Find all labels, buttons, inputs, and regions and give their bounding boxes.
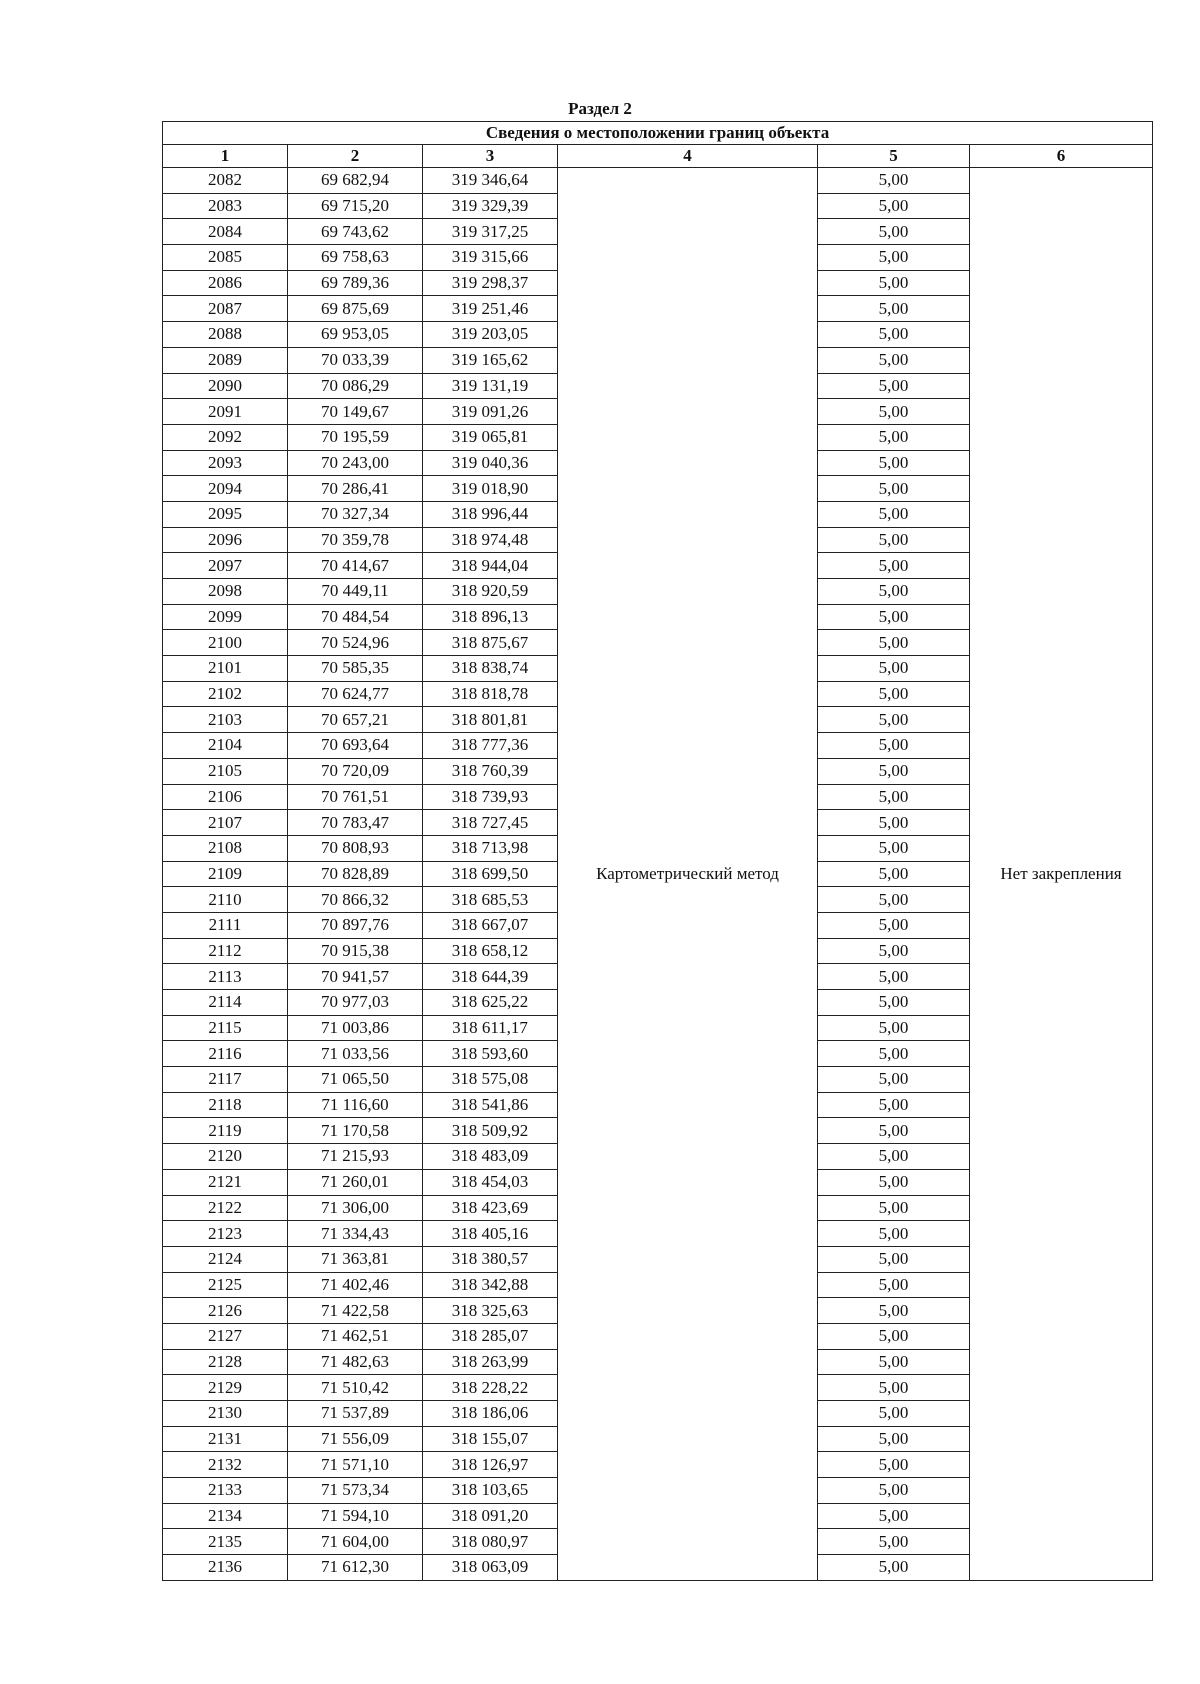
y-coordinate-cell: 318 285,07 [423, 1323, 558, 1349]
point-number-cell: 2104 [163, 733, 288, 759]
table-body [163, 168, 1153, 1581]
y-coordinate-cell: 319 131,19 [423, 373, 558, 399]
y-coordinate-cell: 318 483,09 [423, 1144, 558, 1170]
point-number-cell: 2083 [163, 193, 288, 219]
y-coordinate-cell: 318 739,93 [423, 784, 558, 810]
x-coordinate-cell: 69 953,05 [288, 322, 423, 348]
column-number: 5 [818, 145, 970, 168]
accuracy-cell: 5,00 [818, 681, 970, 707]
point-number-cell: 2114 [163, 990, 288, 1016]
point-number-cell: 2085 [163, 245, 288, 271]
point-number-cell: 2091 [163, 399, 288, 425]
accuracy-cell: 5,00 [818, 1118, 970, 1144]
x-coordinate-cell: 69 682,94 [288, 168, 423, 194]
x-coordinate-cell: 71 170,58 [288, 1118, 423, 1144]
accuracy-cell: 5,00 [818, 1272, 970, 1298]
accuracy-cell: 5,00 [818, 1221, 970, 1247]
accuracy-cell: 5,00 [818, 1375, 970, 1401]
x-coordinate-cell: 71 571,10 [288, 1452, 423, 1478]
y-coordinate-cell: 319 091,26 [423, 399, 558, 425]
y-coordinate-cell: 318 944,04 [423, 553, 558, 579]
y-coordinate-cell: 318 509,92 [423, 1118, 558, 1144]
point-number-cell: 2131 [163, 1426, 288, 1452]
y-coordinate-cell: 318 380,57 [423, 1246, 558, 1272]
accuracy-cell: 5,00 [818, 990, 970, 1016]
y-coordinate-cell: 319 317,25 [423, 219, 558, 245]
accuracy-cell: 5,00 [818, 912, 970, 938]
point-number-cell: 2101 [163, 656, 288, 682]
x-coordinate-cell: 70 585,35 [288, 656, 423, 682]
accuracy-cell: 5,00 [818, 1349, 970, 1375]
accuracy-cell: 5,00 [818, 1195, 970, 1221]
accuracy-cell: 5,00 [818, 1144, 970, 1170]
x-coordinate-cell: 70 941,57 [288, 964, 423, 990]
y-coordinate-cell: 319 165,62 [423, 347, 558, 373]
point-number-cell: 2084 [163, 219, 288, 245]
y-coordinate-cell: 318 342,88 [423, 1272, 558, 1298]
y-coordinate-cell: 318 575,08 [423, 1067, 558, 1093]
accuracy-cell: 5,00 [818, 938, 970, 964]
y-coordinate-cell: 318 974,48 [423, 527, 558, 553]
x-coordinate-cell: 71 422,58 [288, 1298, 423, 1324]
point-number-cell: 2136 [163, 1555, 288, 1581]
point-number-cell: 2128 [163, 1349, 288, 1375]
point-number-cell: 2097 [163, 553, 288, 579]
x-coordinate-cell: 71 363,81 [288, 1246, 423, 1272]
column-number: 6 [970, 145, 1153, 168]
y-coordinate-cell: 319 251,46 [423, 296, 558, 322]
x-coordinate-cell: 71 556,09 [288, 1426, 423, 1452]
x-coordinate-cell: 70 761,51 [288, 784, 423, 810]
accuracy-cell: 5,00 [818, 1246, 970, 1272]
point-number-cell: 2093 [163, 450, 288, 476]
y-coordinate-cell: 318 896,13 [423, 604, 558, 630]
accuracy-cell: 5,00 [818, 887, 970, 913]
point-number-cell: 2122 [163, 1195, 288, 1221]
x-coordinate-cell: 70 243,00 [288, 450, 423, 476]
point-number-cell: 2112 [163, 938, 288, 964]
point-number-cell: 2100 [163, 630, 288, 656]
boundary-table [162, 121, 1153, 1581]
point-number-cell: 2115 [163, 1015, 288, 1041]
point-number-cell: 2098 [163, 579, 288, 605]
x-coordinate-cell: 70 484,54 [288, 604, 423, 630]
method-cell: Картометрический метод [558, 168, 818, 1581]
accuracy-cell: 5,00 [818, 553, 970, 579]
point-number-cell: 2120 [163, 1144, 288, 1170]
x-coordinate-cell: 71 510,42 [288, 1375, 423, 1401]
y-coordinate-cell: 318 405,16 [423, 1221, 558, 1247]
x-coordinate-cell: 69 758,63 [288, 245, 423, 271]
point-number-cell: 2092 [163, 424, 288, 450]
x-coordinate-cell: 70 449,11 [288, 579, 423, 605]
y-coordinate-cell: 318 713,98 [423, 835, 558, 861]
x-coordinate-cell: 70 033,39 [288, 347, 423, 373]
y-coordinate-cell: 318 593,60 [423, 1041, 558, 1067]
accuracy-cell: 5,00 [818, 604, 970, 630]
y-coordinate-cell: 318 454,03 [423, 1169, 558, 1195]
accuracy-cell: 5,00 [818, 347, 970, 373]
point-number-cell: 2095 [163, 501, 288, 527]
y-coordinate-cell: 318 838,74 [423, 656, 558, 682]
point-number-cell: 2102 [163, 681, 288, 707]
x-coordinate-cell: 71 604,00 [288, 1529, 423, 1555]
x-coordinate-cell: 71 462,51 [288, 1323, 423, 1349]
point-number-cell: 2113 [163, 964, 288, 990]
accuracy-cell: 5,00 [818, 270, 970, 296]
column-number-row [163, 145, 1153, 168]
accuracy-cell: 5,00 [818, 630, 970, 656]
point-number-cell: 2118 [163, 1092, 288, 1118]
x-coordinate-cell: 71 573,34 [288, 1478, 423, 1504]
accuracy-cell: 5,00 [818, 861, 970, 887]
accuracy-cell: 5,00 [818, 1169, 970, 1195]
table-caption: Сведения о местоположении границ объекта [163, 122, 1153, 145]
point-number-cell: 2127 [163, 1323, 288, 1349]
point-number-cell: 2121 [163, 1169, 288, 1195]
x-coordinate-cell: 70 866,32 [288, 887, 423, 913]
y-coordinate-cell: 318 658,12 [423, 938, 558, 964]
point-number-cell: 2105 [163, 758, 288, 784]
accuracy-cell: 5,00 [818, 1529, 970, 1555]
x-coordinate-cell: 71 537,89 [288, 1401, 423, 1427]
accuracy-cell: 5,00 [818, 501, 970, 527]
point-number-cell: 2125 [163, 1272, 288, 1298]
point-number-cell: 2090 [163, 373, 288, 399]
y-coordinate-cell: 319 346,64 [423, 168, 558, 194]
y-coordinate-cell: 318 541,86 [423, 1092, 558, 1118]
accuracy-cell: 5,00 [818, 476, 970, 502]
point-number-cell: 2132 [163, 1452, 288, 1478]
column-number: 2 [288, 145, 423, 168]
point-number-cell: 2107 [163, 810, 288, 836]
x-coordinate-cell: 71 033,56 [288, 1041, 423, 1067]
accuracy-cell: 5,00 [818, 450, 970, 476]
column-number: 3 [423, 145, 558, 168]
y-coordinate-cell: 319 315,66 [423, 245, 558, 271]
y-coordinate-cell: 318 996,44 [423, 501, 558, 527]
x-coordinate-cell: 70 359,78 [288, 527, 423, 553]
x-coordinate-cell: 70 828,89 [288, 861, 423, 887]
accuracy-cell: 5,00 [818, 784, 970, 810]
table-row [163, 168, 1153, 194]
point-number-cell: 2117 [163, 1067, 288, 1093]
x-coordinate-cell: 69 789,36 [288, 270, 423, 296]
point-number-cell: 2134 [163, 1503, 288, 1529]
point-number-cell: 2087 [163, 296, 288, 322]
x-coordinate-cell: 71 003,86 [288, 1015, 423, 1041]
accuracy-cell: 5,00 [818, 219, 970, 245]
y-coordinate-cell: 318 818,78 [423, 681, 558, 707]
y-coordinate-cell: 318 920,59 [423, 579, 558, 605]
y-coordinate-cell: 318 155,07 [423, 1426, 558, 1452]
x-coordinate-cell: 69 743,62 [288, 219, 423, 245]
accuracy-cell: 5,00 [818, 964, 970, 990]
x-coordinate-cell: 71 306,00 [288, 1195, 423, 1221]
point-number-cell: 2133 [163, 1478, 288, 1504]
x-coordinate-cell: 71 334,43 [288, 1221, 423, 1247]
y-coordinate-cell: 319 329,39 [423, 193, 558, 219]
point-number-cell: 2135 [163, 1529, 288, 1555]
accuracy-cell: 5,00 [818, 1041, 970, 1067]
x-coordinate-cell: 70 086,29 [288, 373, 423, 399]
x-coordinate-cell: 71 260,01 [288, 1169, 423, 1195]
accuracy-cell: 5,00 [818, 322, 970, 348]
accuracy-cell: 5,00 [818, 579, 970, 605]
x-coordinate-cell: 70 720,09 [288, 758, 423, 784]
y-coordinate-cell: 319 203,05 [423, 322, 558, 348]
column-number: 1 [163, 145, 288, 168]
y-coordinate-cell: 318 186,06 [423, 1401, 558, 1427]
accuracy-cell: 5,00 [818, 1092, 970, 1118]
x-coordinate-cell: 71 215,93 [288, 1144, 423, 1170]
y-coordinate-cell: 318 423,69 [423, 1195, 558, 1221]
x-coordinate-cell: 70 414,67 [288, 553, 423, 579]
accuracy-cell: 5,00 [818, 758, 970, 784]
point-number-cell: 2126 [163, 1298, 288, 1324]
accuracy-cell: 5,00 [818, 835, 970, 861]
x-coordinate-cell: 70 657,21 [288, 707, 423, 733]
accuracy-cell: 5,00 [818, 1478, 970, 1504]
y-coordinate-cell: 318 727,45 [423, 810, 558, 836]
x-coordinate-cell: 70 524,96 [288, 630, 423, 656]
x-coordinate-cell: 70 977,03 [288, 990, 423, 1016]
x-coordinate-cell: 70 915,38 [288, 938, 423, 964]
point-number-cell: 2130 [163, 1401, 288, 1427]
point-number-cell: 2089 [163, 347, 288, 373]
x-coordinate-cell: 71 402,46 [288, 1272, 423, 1298]
accuracy-cell: 5,00 [818, 245, 970, 271]
point-number-cell: 2103 [163, 707, 288, 733]
accuracy-cell: 5,00 [818, 424, 970, 450]
y-coordinate-cell: 318 080,97 [423, 1529, 558, 1555]
x-coordinate-cell: 70 195,59 [288, 424, 423, 450]
y-coordinate-cell: 319 065,81 [423, 424, 558, 450]
x-coordinate-cell: 71 116,60 [288, 1092, 423, 1118]
point-number-cell: 2106 [163, 784, 288, 810]
x-coordinate-cell: 71 594,10 [288, 1503, 423, 1529]
x-coordinate-cell: 70 624,77 [288, 681, 423, 707]
y-coordinate-cell: 318 685,53 [423, 887, 558, 913]
y-coordinate-cell: 318 801,81 [423, 707, 558, 733]
x-coordinate-cell: 71 482,63 [288, 1349, 423, 1375]
accuracy-cell: 5,00 [818, 707, 970, 733]
fixing-cell: Нет закрепления [970, 168, 1153, 1581]
x-coordinate-cell: 70 808,93 [288, 835, 423, 861]
x-coordinate-cell: 70 327,34 [288, 501, 423, 527]
y-coordinate-cell: 318 126,97 [423, 1452, 558, 1478]
point-number-cell: 2088 [163, 322, 288, 348]
y-coordinate-cell: 318 777,36 [423, 733, 558, 759]
accuracy-cell: 5,00 [818, 656, 970, 682]
point-number-cell: 2119 [163, 1118, 288, 1144]
accuracy-cell: 5,00 [818, 1503, 970, 1529]
x-coordinate-cell: 70 783,47 [288, 810, 423, 836]
accuracy-cell: 5,00 [818, 733, 970, 759]
accuracy-cell: 5,00 [818, 1067, 970, 1093]
section-title: Раздел 2 [568, 99, 632, 118]
y-coordinate-cell: 318 875,67 [423, 630, 558, 656]
accuracy-cell: 5,00 [818, 296, 970, 322]
point-number-cell: 2109 [163, 861, 288, 887]
accuracy-cell: 5,00 [818, 527, 970, 553]
x-coordinate-cell: 70 693,64 [288, 733, 423, 759]
point-number-cell: 2116 [163, 1041, 288, 1067]
y-coordinate-cell: 318 325,63 [423, 1298, 558, 1324]
accuracy-cell: 5,00 [818, 1555, 970, 1581]
accuracy-cell: 5,00 [818, 373, 970, 399]
x-coordinate-cell: 71 612,30 [288, 1555, 423, 1581]
x-coordinate-cell: 70 897,76 [288, 912, 423, 938]
point-number-cell: 2086 [163, 270, 288, 296]
accuracy-cell: 5,00 [818, 1323, 970, 1349]
accuracy-cell: 5,00 [818, 1426, 970, 1452]
accuracy-cell: 5,00 [818, 1452, 970, 1478]
y-coordinate-cell: 318 263,99 [423, 1349, 558, 1375]
y-coordinate-cell: 318 625,22 [423, 990, 558, 1016]
point-number-cell: 2111 [163, 912, 288, 938]
y-coordinate-cell: 318 228,22 [423, 1375, 558, 1401]
y-coordinate-cell: 318 644,39 [423, 964, 558, 990]
x-coordinate-cell: 70 149,67 [288, 399, 423, 425]
accuracy-cell: 5,00 [818, 168, 970, 194]
point-number-cell: 2094 [163, 476, 288, 502]
point-number-cell: 2110 [163, 887, 288, 913]
x-coordinate-cell: 70 286,41 [288, 476, 423, 502]
y-coordinate-cell: 319 040,36 [423, 450, 558, 476]
accuracy-cell: 5,00 [818, 1298, 970, 1324]
point-number-cell: 2082 [163, 168, 288, 194]
accuracy-cell: 5,00 [818, 1401, 970, 1427]
x-coordinate-cell: 71 065,50 [288, 1067, 423, 1093]
point-number-cell: 2108 [163, 835, 288, 861]
x-coordinate-cell: 69 715,20 [288, 193, 423, 219]
column-number: 4 [558, 145, 818, 168]
y-coordinate-cell: 318 611,17 [423, 1015, 558, 1041]
point-number-cell: 2129 [163, 1375, 288, 1401]
y-coordinate-cell: 319 018,90 [423, 476, 558, 502]
y-coordinate-cell: 318 760,39 [423, 758, 558, 784]
point-number-cell: 2123 [163, 1221, 288, 1247]
y-coordinate-cell: 318 667,07 [423, 912, 558, 938]
point-number-cell: 2099 [163, 604, 288, 630]
y-coordinate-cell: 318 091,20 [423, 1503, 558, 1529]
accuracy-cell: 5,00 [818, 1015, 970, 1041]
accuracy-cell: 5,00 [818, 810, 970, 836]
accuracy-cell: 5,00 [818, 399, 970, 425]
x-coordinate-cell: 69 875,69 [288, 296, 423, 322]
point-number-cell: 2096 [163, 527, 288, 553]
y-coordinate-cell: 319 298,37 [423, 270, 558, 296]
point-number-cell: 2124 [163, 1246, 288, 1272]
y-coordinate-cell: 318 103,65 [423, 1478, 558, 1504]
y-coordinate-cell: 318 063,09 [423, 1555, 558, 1581]
accuracy-cell: 5,00 [818, 193, 970, 219]
y-coordinate-cell: 318 699,50 [423, 861, 558, 887]
